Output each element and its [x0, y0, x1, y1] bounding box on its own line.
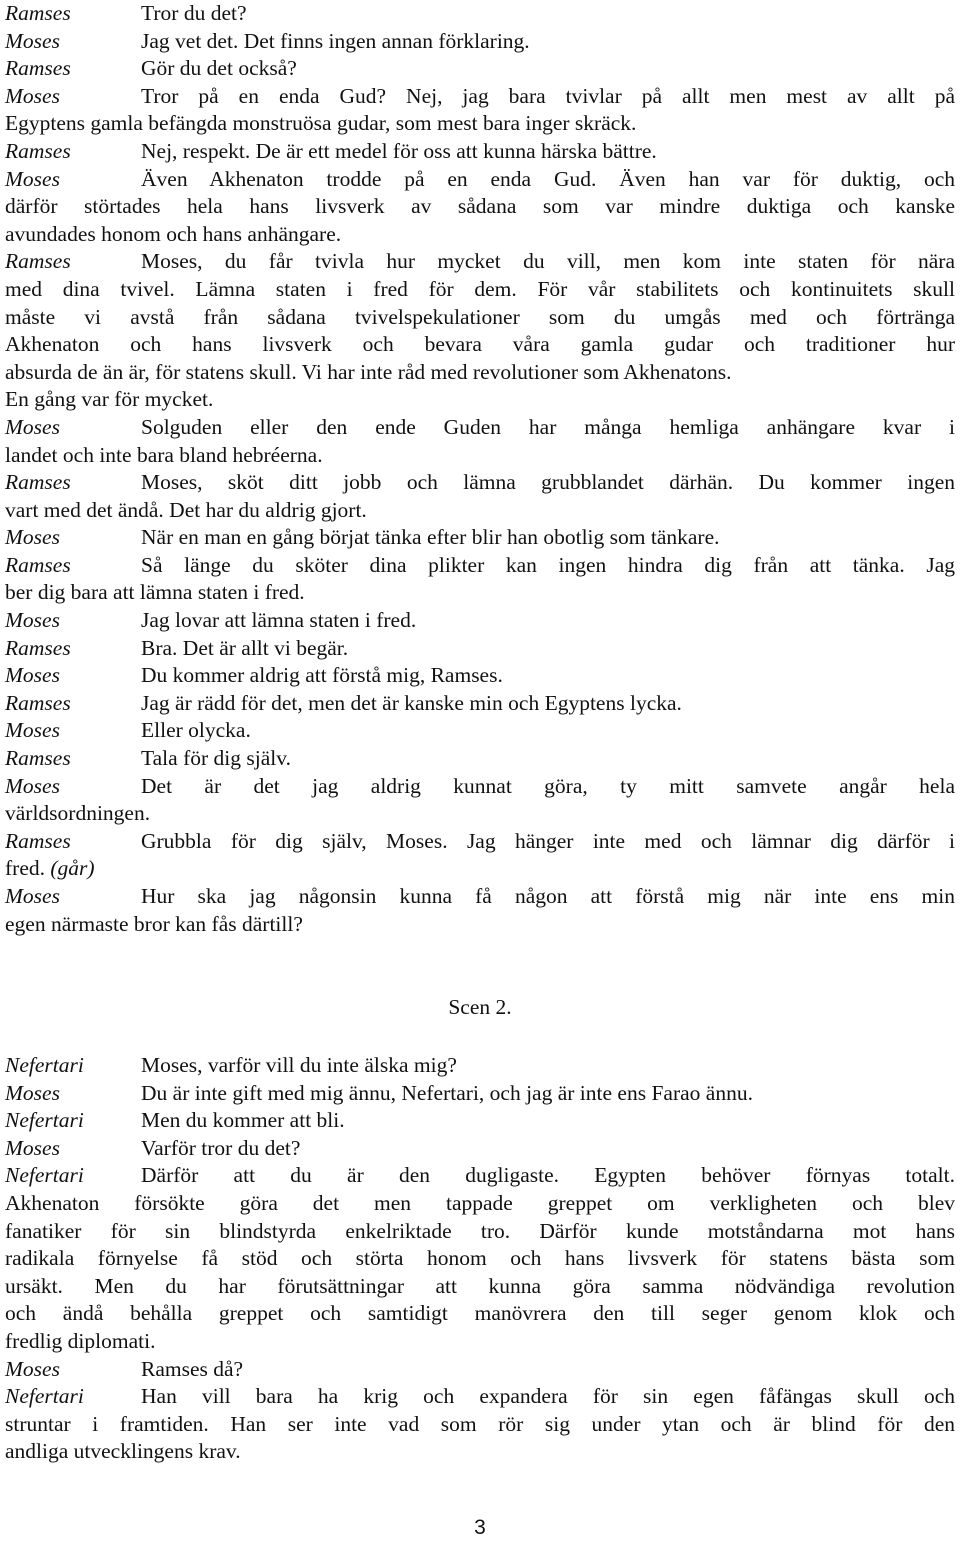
line-text: med dina tvivel. Lämna staten i fred för dem. För vår stabilitets och kontinuitets skull — [5, 276, 955, 301]
dialogue-line — [5, 1356, 955, 1384]
page-number: 3 — [474, 1516, 486, 1539]
dialogue-line — [5, 1107, 955, 1135]
dialogue-line — [5, 883, 955, 911]
dialogue-line — [5, 1245, 955, 1273]
dialogue-line — [5, 717, 955, 745]
line-text: Akhenaton försökte göra det men tappade greppet om verkligheten och blev — [5, 1190, 955, 1215]
speaker-name: Nefertari — [5, 1108, 84, 1133]
dialogue-line — [5, 1383, 955, 1411]
stage-direction: (går) — [50, 856, 95, 881]
line-text: Men du kommer att bli. — [141, 1108, 345, 1133]
dialogue-line — [5, 1190, 955, 1218]
speaker-name: Moses — [5, 28, 60, 53]
dialogue-line — [5, 0, 955, 28]
line-text: Tror du det? — [141, 1, 247, 25]
line-text: därför störtades hela hans livsverk av sådana som var mindre duktiga och kanske — [5, 194, 955, 219]
dialogue-line — [5, 83, 955, 111]
line-text: absurda de än är, för statens skull. Vi har inte råd med revolutioner som Akhenatons. — [5, 359, 732, 384]
line-text: ursäkt. Men du har förutsättningar att kunna göra samma nödvändiga revolution — [5, 1273, 955, 1298]
dialogue-line — [5, 386, 955, 414]
speaker-name: Nefertari — [5, 1384, 84, 1409]
dialogue-line — [5, 1273, 955, 1301]
dialogue-line — [5, 1300, 955, 1328]
line-text: Även Akhenaton trodde på en enda Gud. Även han var för duktig, och — [141, 166, 955, 191]
line-text: Nej, respekt. De är ett medel för oss att kunna härska bättre. — [141, 138, 657, 163]
line-text: egen närmaste bror kan fås därtill? — [5, 911, 303, 936]
line-text: vart med det ändå. Det har du aldrig gjort. — [5, 497, 367, 522]
line-text: landet och inte bara bland hebréerna. — [5, 442, 323, 467]
line-text: Moses, sköt ditt jobb och lämna grubblandet därhän. Du kommer ingen — [141, 470, 955, 495]
scene1-dialogue — [5, 0, 955, 938]
speaker-name: Moses — [5, 166, 60, 191]
line-text: Jag lovar att lämna staten i fred. — [141, 608, 417, 633]
dialogue-line — [5, 138, 955, 166]
speaker-name: Moses — [5, 884, 60, 908]
speaker-name: Ramses — [5, 828, 71, 853]
dialogue-line — [5, 221, 955, 249]
line-text: Solguden eller den ende Guden har många hemliga anhängare kvar i — [141, 414, 955, 439]
dialogue-line — [5, 552, 955, 580]
line-text: Gör du det också? — [141, 56, 297, 81]
dialogue-line — [5, 1328, 955, 1356]
dialogue-line — [5, 414, 955, 442]
dialogue-line — [5, 55, 955, 83]
dialogue-line — [5, 579, 955, 607]
scene-heading: Scen 2. — [448, 995, 512, 1019]
speaker-name: Ramses — [5, 470, 71, 495]
dialogue-line — [5, 359, 955, 387]
speaker-name: Moses — [5, 773, 60, 798]
speaker-name: Ramses — [5, 56, 71, 81]
line-text: och ändå behålla greppet och samtidigt manövrera den till seger genom klok och — [5, 1301, 955, 1326]
line-text: Du är inte gift med mig ännu, Nefertari, och jag är inte ens Farao ännu. — [141, 1080, 753, 1105]
dialogue-line — [5, 276, 955, 304]
dialogue-line — [5, 166, 955, 194]
dialogue-line — [5, 745, 955, 773]
dialogue-line — [5, 855, 955, 883]
speaker-name: Ramses — [5, 138, 71, 163]
dialogue-line — [5, 635, 955, 663]
scene2-dialogue — [5, 1052, 955, 1466]
dialogue-line — [5, 828, 955, 856]
dialogue-line — [5, 497, 955, 525]
line-text: måste vi avstå från sådana tvivelspekulationer som du umgås med och förtränga — [5, 304, 955, 329]
dialogue-line — [5, 331, 955, 359]
dialogue-line — [5, 304, 955, 332]
dialogue-line — [5, 248, 955, 276]
line-text: Det är det jag aldrig kunnat göra, ty mitt samvete angår hela — [141, 773, 955, 798]
speaker-name: Moses — [5, 663, 60, 688]
line-text: fanatiker för sin blindstyrda enkelriktade tro. Därför kunde motståndarna mot hans — [5, 1218, 955, 1243]
speaker-name: Nefertari — [5, 1053, 84, 1077]
speaker-name: Moses — [5, 1080, 60, 1105]
dialogue-line — [5, 442, 955, 470]
speaker-name: Ramses — [5, 635, 71, 660]
line-text: Hur ska jag någonsin kunna få någon att förstå mig när inte ens min — [141, 884, 955, 908]
line-text: avundades honom och hans anhängare. — [5, 221, 342, 246]
dialogue-line — [5, 193, 955, 221]
line-text: Jag är rädd för det, men det är kanske min och Egyptens lycka. — [141, 690, 682, 715]
dialogue-line — [5, 1162, 955, 1190]
dialogue-line — [5, 1052, 955, 1080]
line-text: Eller olycka. — [141, 718, 251, 743]
dialogue-line — [5, 773, 955, 801]
dialogue-line — [5, 690, 955, 718]
dialogue-line — [5, 1411, 955, 1439]
line-text: Grubbla för dig själv, Moses. Jag hänger inte med och lämnar dig därför i — [141, 828, 955, 853]
speaker-name: Moses — [5, 83, 60, 108]
dialogue-line — [5, 662, 955, 690]
line-text: fredlig diplomati. — [5, 1328, 156, 1353]
dialogue-line — [5, 524, 955, 552]
dialogue-line — [5, 469, 955, 497]
line-text: Jag vet det. Det finns ingen annan förklaring. — [141, 28, 530, 53]
speaker-name: Moses — [5, 1135, 60, 1160]
line-text: Egyptens gamla befängda monstruösa gudar, som mest bara inger skräck. — [5, 111, 637, 136]
dialogue-line — [5, 1438, 955, 1466]
speaker-name: Ramses — [5, 1, 71, 25]
dialogue-line — [5, 110, 955, 138]
line-text: När en man en gång börjat tänka efter blir han obotlig som tänkare. — [141, 525, 720, 550]
line-text: Du kommer aldrig att förstå mig, Ramses. — [141, 663, 503, 688]
line-text: världsordningen. — [5, 801, 151, 826]
line-text: fred. — [5, 856, 45, 881]
line-text: Därför att du är den dugligaste. Egypten behöver förnyas totalt. — [141, 1163, 955, 1188]
dialogue-line — [5, 1080, 955, 1108]
line-text: Så länge du sköter dina plikter kan ingen hindra dig från att tänka. Jag — [141, 552, 955, 577]
line-text: Akhenaton och hans livsverk och bevara våra gamla gudar och traditioner hur — [5, 332, 955, 357]
speaker-name: Moses — [5, 608, 60, 633]
line-text: En gång var för mycket. — [5, 387, 214, 412]
line-text: Tala för dig själv. — [141, 746, 291, 771]
speaker-name: Nefertari — [5, 1163, 84, 1188]
line-text: Bra. Det är allt vi begär. — [141, 635, 349, 660]
line-text: struntar i framtiden. Han ser inte vad som rör sig under ytan och är blind för den — [5, 1411, 955, 1436]
line-text: radikala förnyelse få stöd och störta honom och hans livsverk för statens bästa som — [5, 1246, 955, 1271]
dialogue-line — [5, 607, 955, 635]
speaker-name: Ramses — [5, 552, 71, 577]
speaker-name: Ramses — [5, 690, 71, 715]
line-text: Varför tror du det? — [141, 1135, 301, 1160]
speaker-name: Moses — [5, 525, 60, 550]
speaker-name: Moses — [5, 414, 60, 439]
line-text: Ramses då? — [141, 1356, 244, 1381]
speaker-name: Moses — [5, 718, 60, 743]
dialogue-line — [5, 800, 955, 828]
speaker-name: Moses — [5, 1356, 60, 1381]
line-text: andliga utvecklingens krav. — [5, 1439, 241, 1464]
line-text: ber dig bara att lämna staten i fred. — [5, 580, 305, 605]
dialogue-line — [5, 1135, 955, 1163]
speaker-name: Ramses — [5, 249, 71, 274]
line-text: Han vill bara ha krig och expandera för sin egen fåfängas skull och — [141, 1384, 955, 1409]
dialogue-line — [5, 911, 955, 939]
line-text: Moses, du får tvivla hur mycket du vill, men kom inte staten för nära — [141, 249, 955, 274]
line-text: Moses, varför vill du inte älska mig? — [141, 1053, 457, 1077]
dialogue-line — [5, 28, 955, 56]
speaker-name: Ramses — [5, 746, 71, 771]
dialogue-line — [5, 1218, 955, 1246]
line-text: Tror på en enda Gud? Nej, jag bara tvivlar på allt men mest av allt på — [141, 83, 955, 108]
